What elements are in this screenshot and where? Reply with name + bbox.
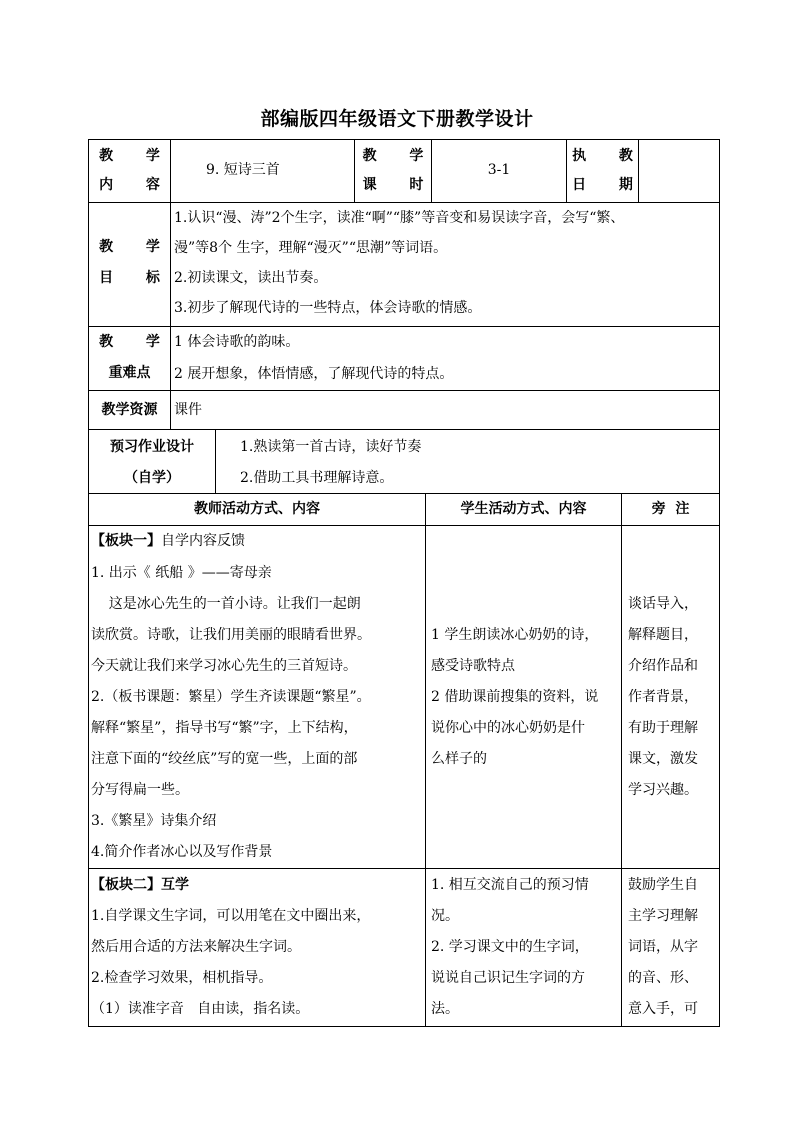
block1-student-line: 1 学生朗读冰心奶奶的诗， (431, 627, 599, 643)
block2-student-line: 2. 学习课文中的生字词， (431, 939, 589, 955)
content-label-2: 内 容 (99, 177, 174, 193)
block1-note-line: 介绍作品和 (628, 658, 698, 674)
block1-note-line: 学习兴趣。 (628, 782, 698, 798)
block1-teacher-line: 注意下面的“绞丝底”写的宽一些，上面的部 (91, 751, 358, 767)
resources-label: 教学资源 (101, 402, 158, 418)
block1-teacher-line: 1. 出示《 纸船 》——寄母亲 (91, 565, 272, 581)
preview-label-2: （自学） (124, 470, 180, 486)
block1-teacher-line: 解释“繁星”，指导书写“繁”字，上下结构， (91, 720, 358, 736)
block2-note-line: 主学习理解 (628, 908, 698, 924)
block1-teacher-line: 分写得扁一些。 (91, 782, 189, 798)
block1-note-line: 谈话导入， (628, 596, 698, 612)
block2-heading-bracket: 【板块二】 (91, 877, 161, 893)
keypoints-line: 1 体会诗歌的韵味。 (174, 334, 300, 350)
preview-label: 预习作业设计 (110, 439, 194, 455)
preview-line: 1.熟读第一首古诗，读好节奏 (240, 439, 422, 455)
block2-heading (91, 875, 189, 895)
block1-teacher-line: 今天就让我们来学习冰心先生的三首短诗。 (91, 658, 357, 674)
block2-teacher-line: 1.自学课文生字词，可以用笔在文中圈出来， (91, 908, 371, 924)
goals-line: 漫”等8个 生字，理解“漫灭”“思潮”等词语。 (174, 240, 448, 256)
preview-line: 2.借助工具书理解诗意。 (240, 470, 394, 486)
block2-note-line: 意入手，可 (628, 1001, 698, 1017)
page-title: 部编版四年级语文下册教学设计 (260, 108, 534, 130)
block1-student-line: 2 借助课前搜集的资料，说 (431, 689, 599, 705)
block1-student-line: 感受诗歌特点 (431, 658, 515, 674)
goals-line: 3.初步了解现代诗的一些特点，体会诗歌的情感。 (174, 300, 482, 316)
goals-label: 教 学 (99, 239, 174, 255)
column-header-student: 学生活动方式、内容 (460, 501, 587, 517)
resources-value: 课件 (174, 402, 202, 418)
block2-teacher-line: （1）读准字音 自由读，指名读。 (91, 1001, 310, 1017)
block1-teacher-line: 3.《繁星》诗集介绍 (91, 813, 217, 829)
hours-value: 3-1 (487, 162, 511, 178)
block1-teacher-line: 读欣赏。诗歌，让我们用美丽的眼睛看世界。 (91, 627, 371, 643)
block2-teacher-line: 然后用合适的方法来解决生字词。 (91, 939, 301, 955)
block2-teacher-line: 2.检查学习效果，相机指导。 (91, 970, 273, 986)
block1-heading-bracket: 【板块一】 (91, 533, 161, 549)
block1-note-line: 解释题目， (628, 627, 698, 643)
hours-label: 教 学 (362, 148, 438, 164)
date-label: 执 教 (572, 148, 647, 164)
column-header-teacher: 教师活动方式、内容 (194, 501, 320, 517)
block1-heading-text: 自学内容反馈 (161, 533, 245, 549)
block2-note-line: 的音、形、 (628, 970, 698, 986)
block2-student-line: 法。 (431, 1001, 459, 1017)
goals-label-2: 目 标 (99, 270, 174, 286)
block2-student-line: 况。 (431, 908, 459, 924)
date-label-2: 日 期 (572, 177, 647, 193)
goals-line: 2.初读课文，读出节奏。 (174, 270, 328, 286)
block2-student-line: 说说自己识记生字词的方 (431, 970, 585, 986)
hours-label-2: 课 时 (362, 177, 438, 193)
block2-student-line: 1. 相互交流自己的预习情 (431, 877, 589, 893)
block2-heading-text: 互学 (161, 877, 189, 893)
block1-note-line: 作者背景， (628, 689, 698, 705)
column-header-note: 旁 注 (651, 501, 690, 517)
block1-student-line: 么样子的 (431, 751, 487, 767)
keypoints-label: 教 学 (99, 334, 174, 350)
goals-line: 1.认识“漫、涛”2个生字，读准“啊”“膝”等音变和易误读字音，会写“繁、 (174, 210, 625, 226)
block1-note-line: 课文，激发 (628, 751, 698, 767)
block1-heading (91, 531, 245, 551)
block1-note-line: 有助于理解 (628, 720, 698, 736)
keypoints-label-2: 重难点 (108, 365, 151, 381)
content-value: 9. 短诗三首 (206, 162, 280, 178)
block1-teacher-line: 这是冰心先生的一首小诗。让我们一起朗 (91, 596, 361, 612)
block1-student-line: 说你心中的冰心奶奶是什 (431, 720, 585, 736)
block1-teacher-line: 2.（板书课题：繁星）学生齐读课题“繁星”。 (91, 689, 371, 705)
content-label: 教 学 (99, 148, 174, 164)
block2-note-line: 词语，从字 (628, 939, 698, 955)
block2-note-line: 鼓励学生自 (628, 877, 698, 893)
block1-teacher-line: 4.简介作者冰心以及写作背景 (91, 844, 273, 860)
keypoints-line: 2 展开想象，体悟情感，了解现代诗的特点。 (174, 366, 454, 382)
